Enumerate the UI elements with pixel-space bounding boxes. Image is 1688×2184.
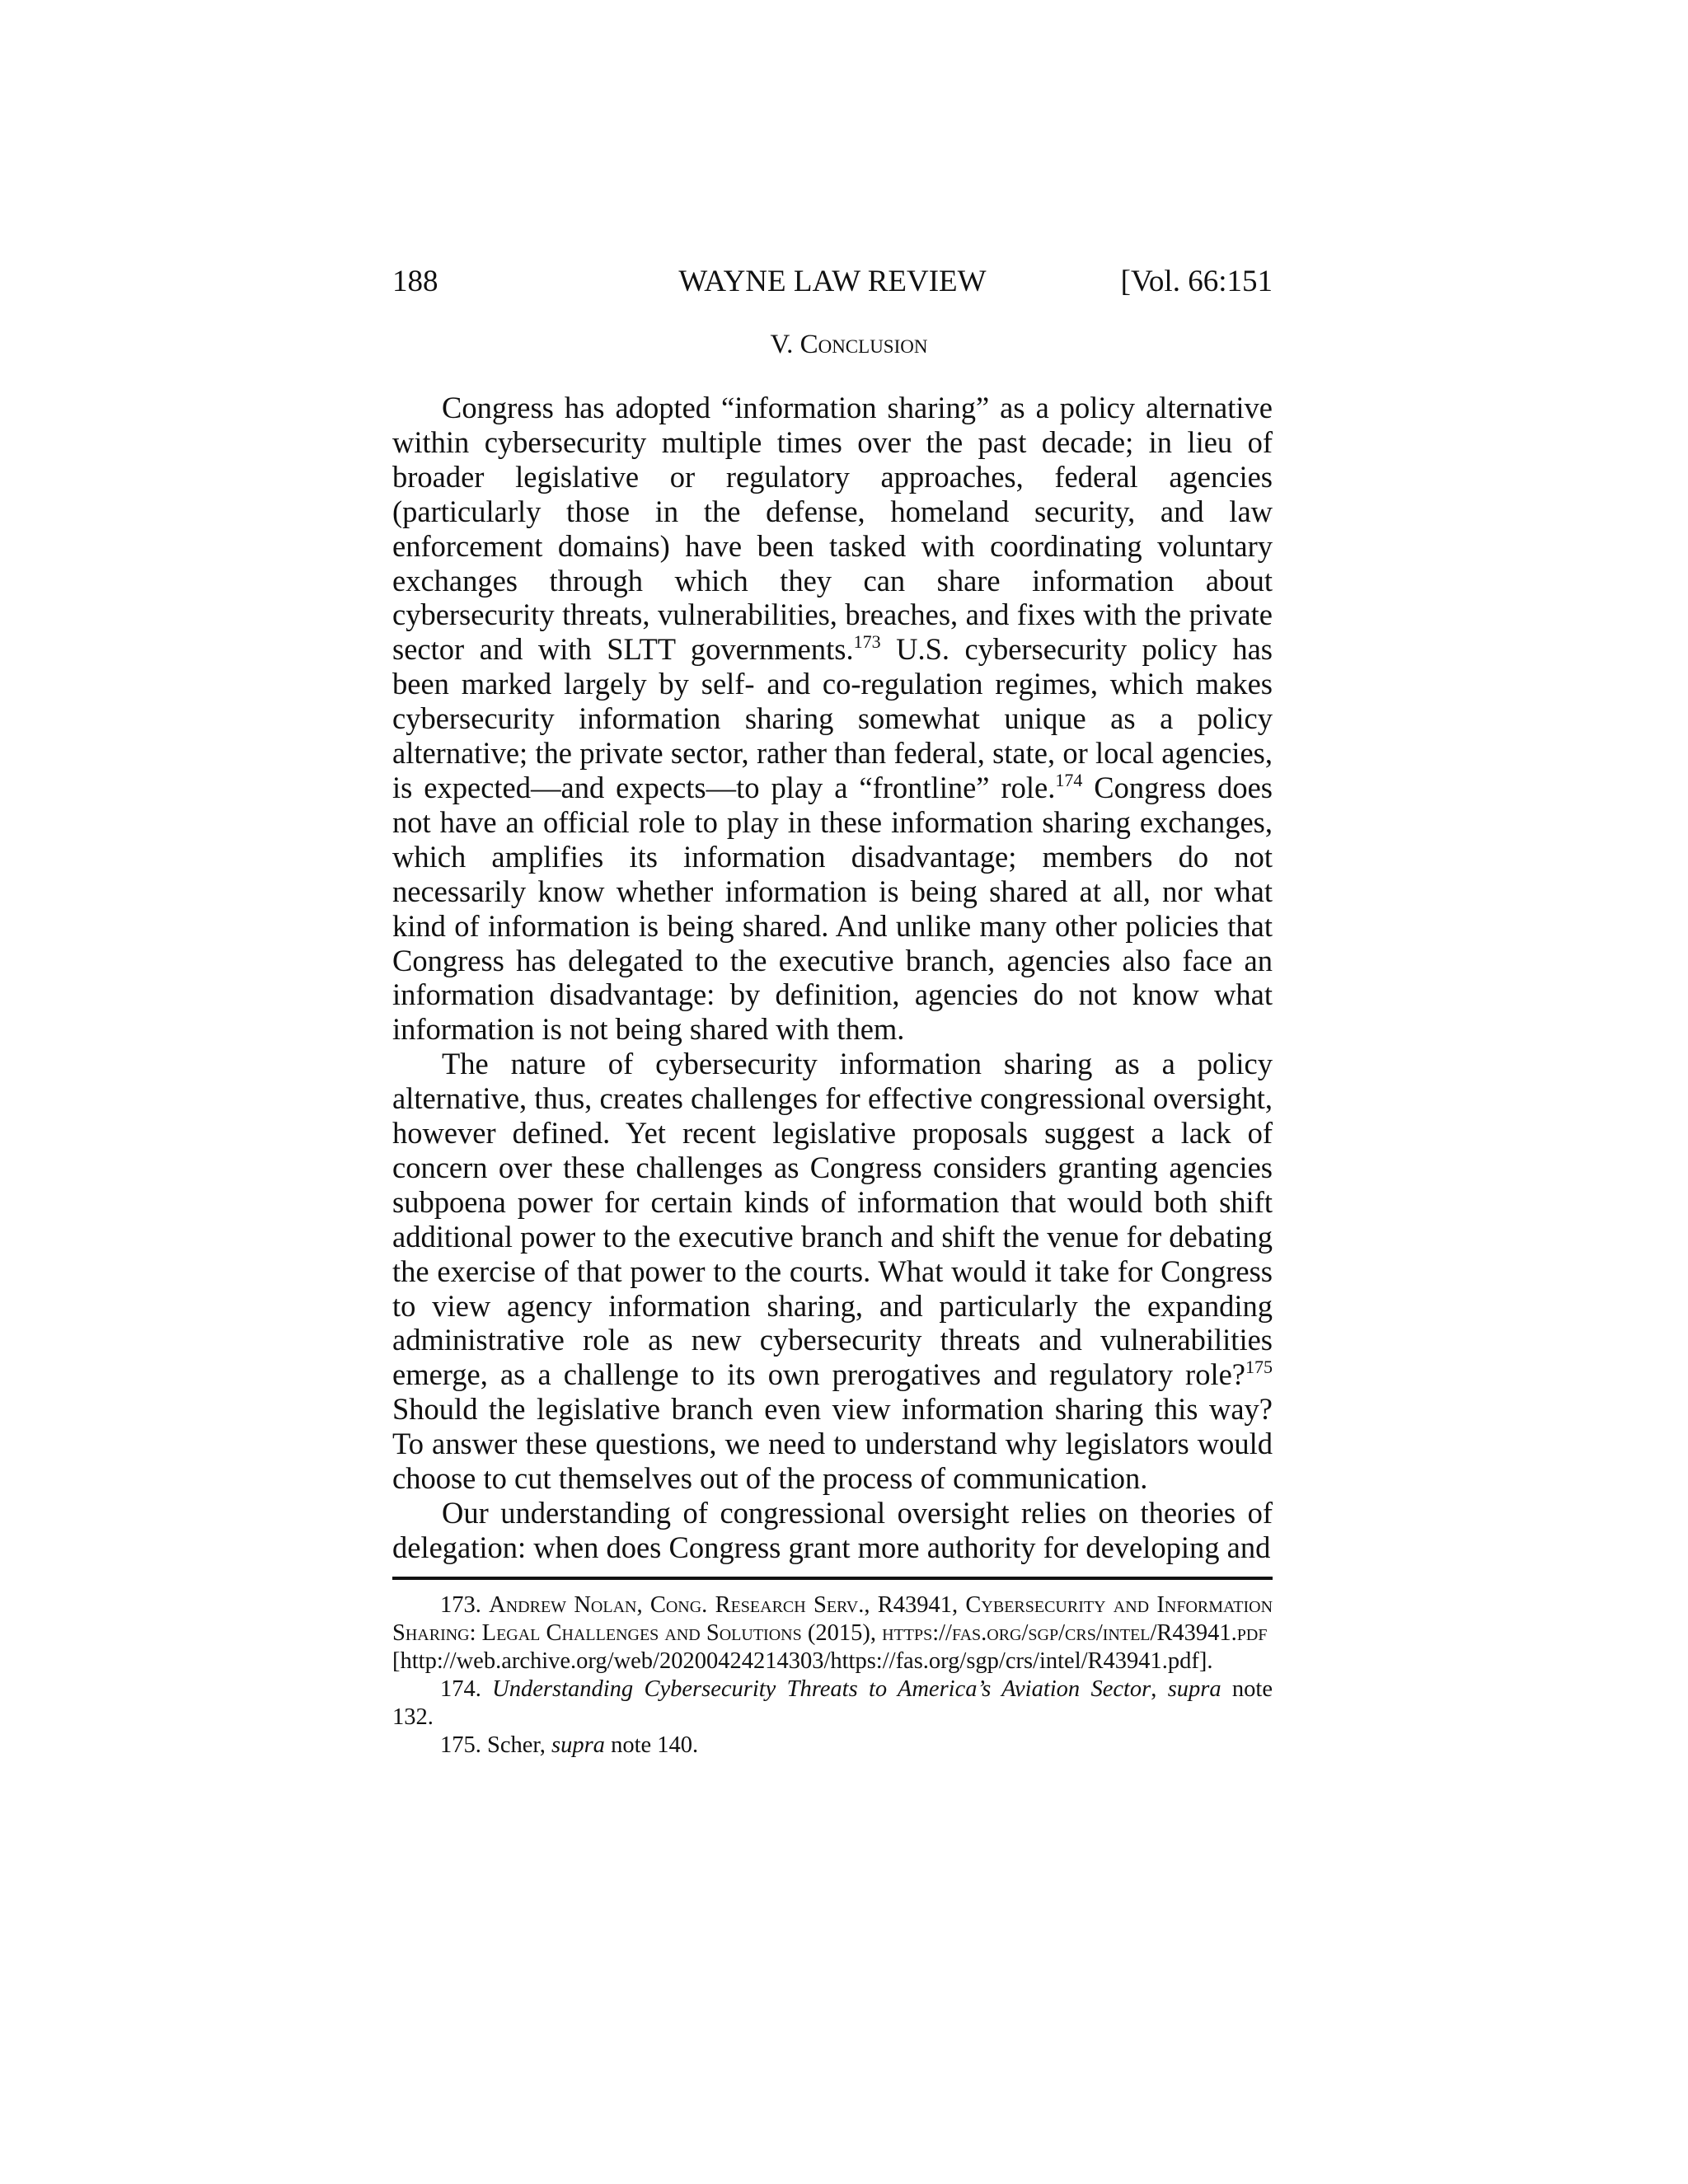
footnote-174-separator: , [1151, 1675, 1168, 1702]
footnote-175-note: note 140. [604, 1732, 699, 1758]
paragraph-1-text-c: Congress does not have an official role to play in these information sharing exchanges, which amplifies its information disadvantage; members do not necessarily know whether information is being shared at all, nor what kind of information is being shared. And unlike many other policies that Congress has delegated to the executive branch, agencies also face an information disadvantage: by definition, agencies do not know what information is not being shared with them. [392, 770, 1273, 1047]
footnote-divider [392, 1577, 1273, 1580]
paragraph-2-text-b: Should the legislative branch even view information sharing this way? To answer these questions, we need to understand why legislators would choose to cut themselves out of the process of communication. [392, 1392, 1273, 1496]
section-heading [392, 326, 1273, 363]
section-title: Conclusion [799, 330, 928, 359]
paragraph-1 [392, 391, 1273, 1047]
footnote-number: 173. [440, 1591, 490, 1618]
footnote-174 [392, 1675, 1273, 1732]
body-text [392, 391, 1273, 1565]
footnote-ref-175: 175 [1245, 1357, 1273, 1378]
journal-title: WAYNE LAW REVIEW [678, 265, 987, 298]
footnote-number: 175. [440, 1732, 487, 1758]
footnote-175-author: Scher, [487, 1732, 551, 1758]
footnote-175-supra: supra [551, 1732, 605, 1758]
volume-citation: [Vol. 66:151 [1120, 265, 1273, 298]
page-number: 188 [392, 265, 438, 298]
footnotes [392, 1591, 1273, 1760]
paragraph-1-text-a: Congress has adopted “information sharing” as a policy alternative within cybersecurity multiple times over the past decade; in lieu of broader legislative or regulatory approaches, federal agencies (particularly those in the defense, homeland security, and law enforcement domains) have been tasked with coordinating voluntary exchanges through which they can share information about cybersecurity threats, vulnerabilities, breaches, and fixes with the private sector and with SLTT governments. [392, 391, 1273, 667]
footnote-173-text: Andrew Nolan, Cong. Research Serv., R43941, Cybersecurity and Information Sharing: Legal Challenges and Solutions (2015), https://fas.org/sgp/crs/intel/R43941.pdf [392, 1591, 1273, 1646]
footnote-ref-174: 174 [1055, 769, 1083, 790]
footnote-174-note: note 132. [392, 1675, 1273, 1730]
footnote-173 [392, 1591, 1273, 1675]
document-page [392, 262, 1273, 1760]
paragraph-2-text-a: The nature of cybersecurity information sharing as a policy alternative, thus, creates challenges for effective congressional oversight, however defined. Yet recent legislative proposals suggest a lack of concern over these challenges as Congress considers granting agencies subpoena power for certain kinds of information that would both shift additional power to the executive branch and shift the venue for debating the exercise of that power to the courts. What would it take for Congress to view agency information sharing, and particularly the expanding administrative role as new cybersecurity threats and vulnerabilities emerge, as a challenge to its own prerogatives and regulatory role? [392, 1047, 1273, 1392]
footnote-174-supra: supra [1167, 1675, 1221, 1702]
footnote-173-archive-link[interactable]: [http://web.archive.org/web/20200424214303/https://fas.org/sgp/crs/intel/R43941.pdf]. [392, 1647, 1213, 1674]
footnote-174-title: Understanding Cybersecurity Threats to America’s Aviation Sector [492, 1675, 1151, 1702]
footnote-ref-173: 173 [853, 631, 881, 653]
running-header [392, 262, 1273, 302]
section-numeral: V. [770, 330, 800, 359]
footnote-number: 174. [440, 1675, 493, 1702]
paragraph-3: Our understanding of congressional oversight relies on theories of delegation: when does Congress grant more authority for developing and [392, 1496, 1273, 1564]
paragraph-2 [392, 1047, 1273, 1496]
footnote-175 [392, 1732, 1273, 1760]
paragraph-1-text-b: U.S. cybersecurity policy has been marked largely by self- and co-regulation regimes, which makes cybersecurity information sharing somewhat unique as a policy alternative; the private sector, rather than federal, state, or local agencies, is expected—and expects—to play a “frontline” role. [392, 632, 1273, 804]
